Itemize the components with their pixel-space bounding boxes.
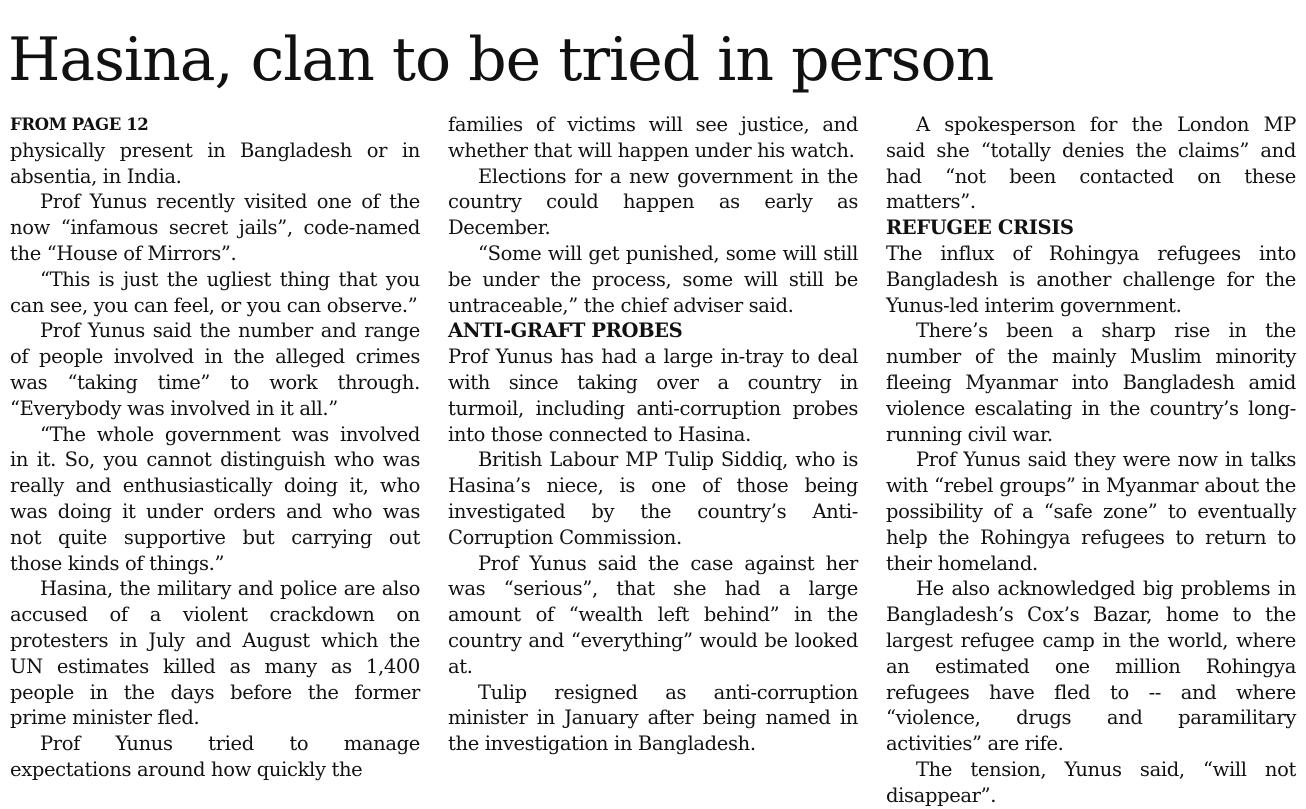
- article-paragraph: “This is just the ugliest thing that you can see, you can feel, or you can observe.”: [10, 267, 420, 317]
- article-paragraph: “Some will get punished, some will still be under the process, some will still be untraceable,” the chief adviser said.: [448, 241, 858, 317]
- article-paragraph: Elections for a new government in the country could happen as early as December.: [448, 164, 858, 240]
- article-column-3: [886, 112, 1296, 809]
- article-column-2: [448, 112, 858, 757]
- section-label: ANTI-GRAFT PROBES: [448, 319, 683, 343]
- headline: Hasina, clan to be tried in person: [8, 25, 994, 95]
- article-paragraph: families of victims will see justice, and whether that will happen under his watch.: [448, 113, 858, 162]
- article-paragraph: Hasina, the military and police are also accused of a violent crackdown on protesters in July and August which the UN estimates killed as many as 1,400 people in the days before the former prime minister fled.: [10, 577, 420, 730]
- article-paragraph: Prof Yunus has had a large in-tray to deal with since taking over a country in turmoil, including anti-corruption probes into those connected to Hasina.: [448, 345, 858, 446]
- section-label: REFUGEE CRISIS: [886, 216, 1074, 240]
- article-paragraph: “The whole government was involved in it. So, you cannot distinguish who was really and enthusiastically doing it, who was doing it under orders and who was not quite supportive but carrying out those kinds of things.”: [10, 422, 420, 575]
- article-paragraph: The influx of Rohingya refugees into Bangladesh is another challenge for the Yunus-led interim government.: [886, 241, 1296, 317]
- article-paragraph: Prof Yunus tried to manage expectations around how quickly the: [10, 732, 420, 781]
- article-paragraph: He also acknowledged big problems in Bangladesh’s Cox’s Bazar, home to the largest refugee camp in the world, where an estimated one million Rohingya refugees have fled to -- and where “violence, drugs and paramilitary activities” are rife.: [886, 577, 1296, 756]
- article-paragraph: Prof Yunus said the number and range of people involved in the alleged crimes was “taking time” to work through. “Everybody was involved in it all.”: [10, 319, 420, 420]
- article-paragraph: Tulip resigned as anti-corruption minister in January after being named in the investigation in Bangladesh.: [448, 680, 858, 756]
- article-paragraph: Prof Yunus said they were now in talks with “rebel groups” in Myanmar about the possibility of a “safe zone” to eventually help the Rohingya refugees to return to their homeland.: [886, 448, 1296, 575]
- article-paragraph: physically present in Bangladesh or in absentia, in India.: [10, 138, 420, 188]
- article-column-1: [10, 112, 420, 783]
- section-label: FROM PAGE 12: [10, 115, 149, 134]
- article-paragraph: There’s been a sharp rise in the number of the mainly Muslim minority fleeing Myanmar into Bangladesh amid violence escalating in the country’s long-running civil war.: [886, 319, 1296, 446]
- article-paragraph: The tension, Yunus said, “will not disappear”.: [886, 757, 1296, 807]
- article-paragraph: British Labour MP Tulip Siddiq, who is Hasina’s niece, is one of those being investigated by the country’s Anti-Corruption Commission.: [448, 448, 858, 549]
- article-paragraph: A spokesperson for the London MP said she “totally denies the claims” and had “not been contacted on these matters”.: [886, 113, 1296, 214]
- article-paragraph: Prof Yunus recently visited one of the now “infamous secret jails”, code-named the “House of Mirrors”.: [10, 190, 420, 265]
- article-paragraph: Prof Yunus said the case against her was “serious”, that she had a large amount of “wealth left behind” in the country and “everything” would be looked at.: [448, 551, 858, 678]
